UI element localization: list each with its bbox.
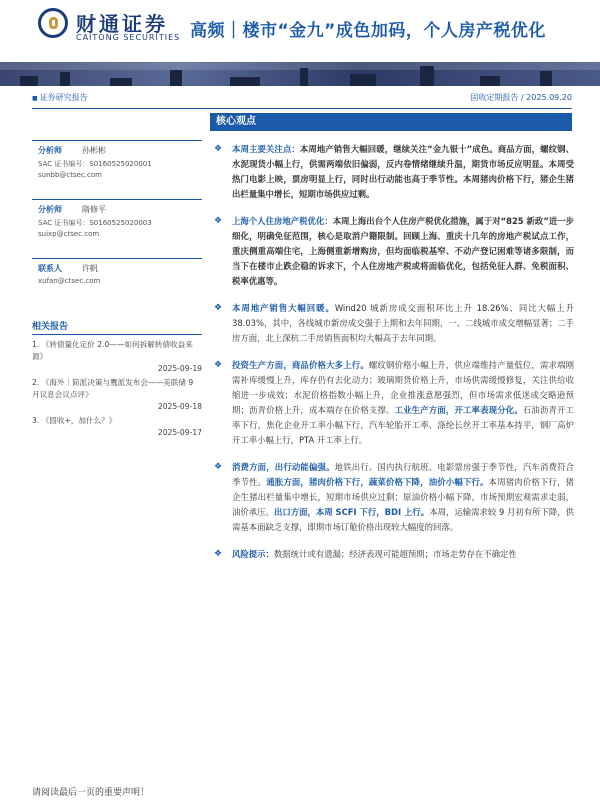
analyst-email[interactable]: suixp@ctsec.com xyxy=(38,230,100,238)
contact-email[interactable]: xufan@ctsec.com xyxy=(38,277,101,285)
contact-card xyxy=(32,258,202,289)
core-point xyxy=(212,214,574,289)
diamond-bullet-icon: ❖ xyxy=(214,303,223,313)
related-reports-title: 相关报告 xyxy=(32,319,202,335)
point-heading: 出口方面，本周 SCFI 下行，BDI 上行。 xyxy=(273,507,430,517)
related-report-date: 2025-09-19 xyxy=(157,364,202,373)
sidebar xyxy=(32,140,202,441)
point-text: 螺纹钢价格小幅上升，供应端维持产量低位，需求端刚需补库缓慢上升，库存仍有去化动力；玻璃期货价格上升，市场供需缓慢修复，关注供给收缩进一步成效；水泥价格指数小幅上升，企业推涨意愿强烈，但市场需求低迷成交略逊预期；沥青价格上升，成本端存在价格支撑。 xyxy=(232,360,575,415)
logo-icon xyxy=(38,8,68,38)
diamond-bullet-icon: ❖ xyxy=(214,549,223,559)
logo-text-en: CAITONG SECURITIES xyxy=(76,33,181,42)
point-heading: 投资生产方面，商品价格大多上行。 xyxy=(232,360,369,370)
diamond-bullet-icon: ❖ xyxy=(214,216,223,226)
contact-name: 许帆 xyxy=(82,264,98,273)
related-report-date: 2025-09-18 xyxy=(157,402,202,411)
core-point xyxy=(212,547,574,562)
point-heading: 本周地产销售大幅回暖。 xyxy=(232,303,335,313)
core-views-title: 核心观点 xyxy=(210,113,572,131)
related-report-item[interactable] xyxy=(32,377,202,413)
report-date-label: 固收定期报告 / 2025.09.20 xyxy=(470,93,572,102)
point-heading: 上海个人住房地产税优化： xyxy=(232,216,333,226)
related-report-date: 2025-09-17 xyxy=(157,428,202,437)
analyst-sac: SAC 证书编号：S0160525020001 xyxy=(38,160,152,168)
analyst-card xyxy=(32,199,202,248)
meta-row xyxy=(32,90,572,109)
core-points xyxy=(212,142,574,574)
related-report-item[interactable] xyxy=(32,415,202,439)
point-heading: 通胀方面，猪肉价格下行，蔬菜价格下降，油价小幅下行。 xyxy=(266,477,489,487)
point-heading: 消费方面，出行动能偏强。 xyxy=(232,462,335,472)
core-point xyxy=(212,142,574,202)
related-report-text[interactable]: 1. 《转债量化定价 2.0——如何拆解转债收益来源》 xyxy=(32,340,193,361)
company-logo xyxy=(38,8,181,48)
point-text: 地铁出行、国内执行航班、电影票房强于季节性，汽车消费符合季节性。 xyxy=(232,462,575,487)
related-report-text[interactable]: 2. 《海外｜简派决策与鹰派发布会——美联储 9 月议息会议点评》 xyxy=(32,378,194,399)
related-report-item[interactable] xyxy=(32,339,202,375)
report-header xyxy=(0,0,600,62)
point-heading: 风险提示： xyxy=(232,549,274,559)
diamond-bullet-icon: ❖ xyxy=(214,144,223,154)
point-heading: 本周主要关注点： xyxy=(232,144,300,154)
related-report-text[interactable]: 3. 《固收+，加什么？》 xyxy=(32,416,117,425)
footer-disclaimer: 请阅读最后一页的重要声明！ xyxy=(32,788,150,798)
point-text: 本周，运输需求较 9 月初有所下降，供需基本面缺乏支撑，即期市场订舱价格出现较大幅度的回落。 xyxy=(232,507,575,532)
diamond-bullet-icon: ❖ xyxy=(214,360,223,370)
logo-text-cn: 财通证券 xyxy=(76,12,168,36)
core-point xyxy=(212,301,574,346)
point-text: Wind20 城新房成交面积环比上升 18.26%、同比大幅上升 38.03%，其中，各线城市新房成交强于上期和去年同期，一、二线城市成交增幅显著；二手房方面，北上深杭二手房销售面积均大幅高于去年同期。 xyxy=(232,303,574,343)
point-heading: 工业生产方面，开工率表现分化。 xyxy=(394,405,523,415)
contact-role: 联系人 xyxy=(38,264,62,273)
cityscape-banner xyxy=(0,62,600,86)
point-text: 本周猪肉价格下行，猪企生猪出栏量集中增长，短期市场供应过剩；原油价格小幅下降，市场预期宏观需求走弱，油价承压。 xyxy=(232,477,575,517)
point-text: 本周上海出台个人住房产税优化措施，属于对“825 新政”进一步细化，明确免征范围，核心是取消户籍限制。回顾上海、重庆十几年的房地产税试点工作，重庆侧重高端住宅，上海侧重新增购房，但均面临税基窄、不动产登记困难等诸多限制，而当下在楼市止跌企稳的诉求下，个人住房地产税或将面临优化，包括免征人群、免税面积、税率优惠等。 xyxy=(232,216,575,286)
analyst-card xyxy=(32,140,202,189)
core-point xyxy=(212,358,574,448)
core-point xyxy=(212,460,574,535)
report-type-label: ■ 证券研究报告 xyxy=(32,92,88,103)
analyst-role: 分析师 xyxy=(38,205,62,214)
analyst-email[interactable]: sunbb@ctsec.com xyxy=(38,171,102,179)
analyst-role: 分析师 xyxy=(38,146,62,155)
point-text: 数据统计或有遗漏；经济表现可能超预期；市场走势存在不确定性 xyxy=(273,549,517,559)
point-text: 本周地产销售大幅回暖，继续关注“金九银十”成色。商品方面，螺纹钢、水泥现货小幅上行，供需两端依旧偏弱，反内卷情绪继续升温，期货市场反应明显。本周受热门电影上映，票房明显上行，同时出行动能也高于季节性。本周猪肉价格下行，猪企生猪出栏量集中增长，短期市场供应过剩。 xyxy=(232,144,574,199)
report-title: 高频｜楼市“金九”成色加码，个人房产税优化 xyxy=(190,21,546,41)
point-text: 石油沥青开工率下行，焦化企业开工率小幅下行，汽车轮胎开工率、涤纶长丝开工率基本持平，钢厂高炉开工率小幅上行，PTA 开工率上行。 xyxy=(232,405,575,445)
analyst-name: 隋修平 xyxy=(82,205,106,214)
analyst-sac: SAC 证书编号：S0160525020003 xyxy=(38,219,152,227)
analyst-name: 孙彬彬 xyxy=(82,146,106,155)
diamond-bullet-icon: ❖ xyxy=(214,462,223,472)
